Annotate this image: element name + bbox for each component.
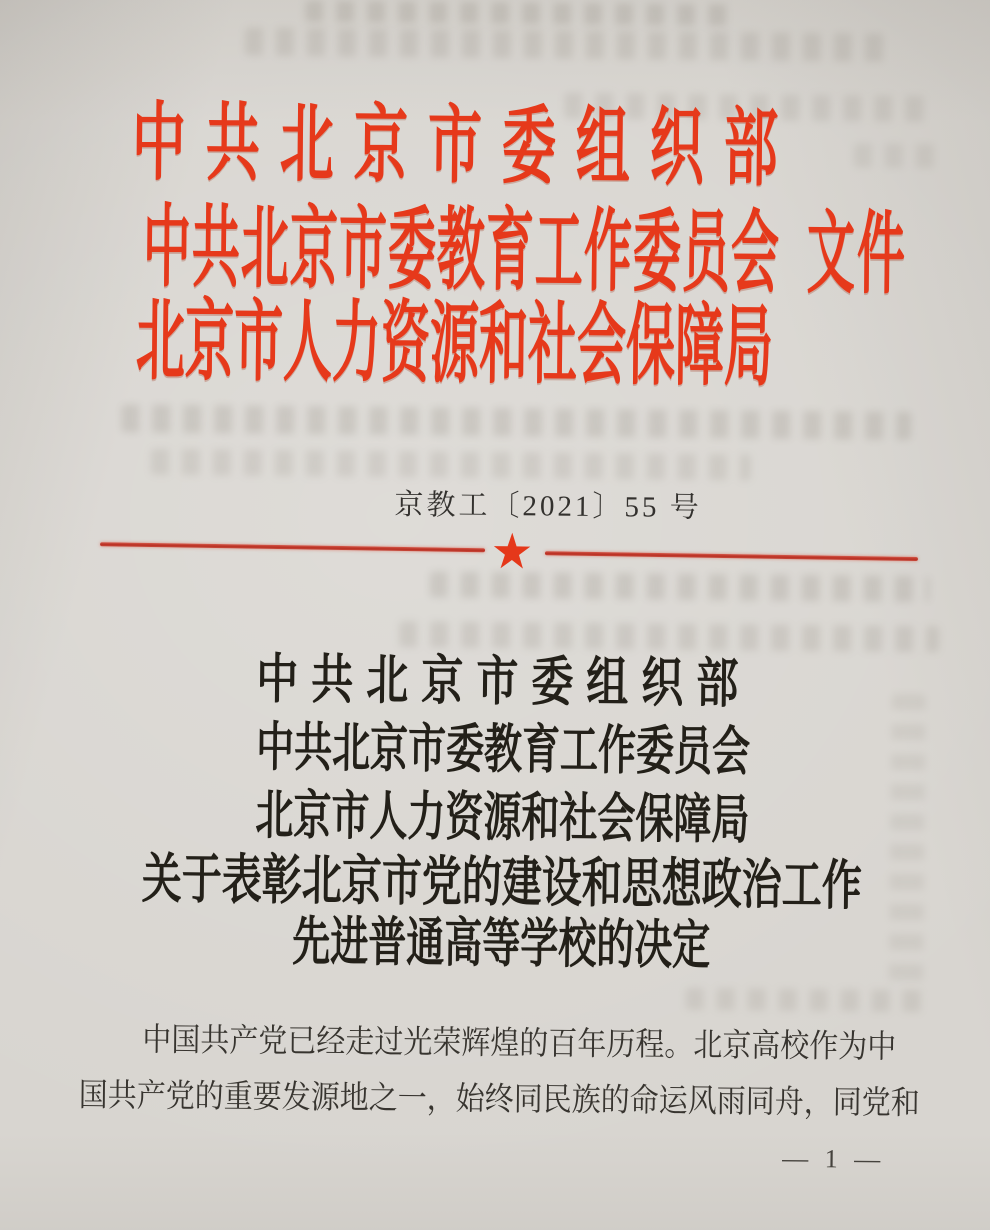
- document-number: 京教工〔2021〕55 号: [394, 489, 702, 524]
- bleed-through-artifact: [305, 0, 735, 26]
- bleed-through-artifact: [399, 621, 939, 652]
- issuer-name-line-2-text: 中共北京市委教育工作委员会: [142, 198, 781, 305]
- bleed-through-artifact: [245, 28, 895, 62]
- page-number: — 1 —: [782, 1143, 886, 1174]
- bleed-through-artifact: [121, 404, 911, 440]
- bleed-through-artifact: [854, 143, 944, 168]
- issuer-name-line-3: 北京市人力资源和社会保障局: [135, 291, 774, 398]
- red-star-icon: [493, 532, 532, 571]
- title-line-1: 中共北京市委组织部: [255, 651, 752, 715]
- title-line-5: 先进普通高等学校的决定: [291, 913, 711, 977]
- title-line-4: 关于表彰北京市党的建设和思想政治工作: [141, 848, 863, 917]
- body-text-line-1: 中国共产党已经走过光荣辉煌的百年历程。北京高校作为中: [142, 1022, 897, 1066]
- document-type-label: 文件: [806, 205, 908, 306]
- red-divider-right-segment: [545, 551, 918, 561]
- issuer-name-line-1: 中共北京市委组织部: [131, 95, 799, 197]
- title-line-3: 北京市人力资源和社会保障局: [255, 786, 750, 851]
- body-text-line-2: 国共产党的重要发源地之一，始终同民族的命运风雨同舟，同党和: [78, 1077, 920, 1122]
- bleed-through-artifact: [686, 988, 926, 1012]
- red-divider-left-segment: [100, 542, 485, 552]
- issuer-name-line-2: [142, 198, 908, 306]
- bleed-through-artifact: [430, 571, 930, 602]
- bleed-through-artifact: [151, 449, 751, 481]
- title-line-2: 中共北京市委教育工作委员会: [255, 718, 751, 783]
